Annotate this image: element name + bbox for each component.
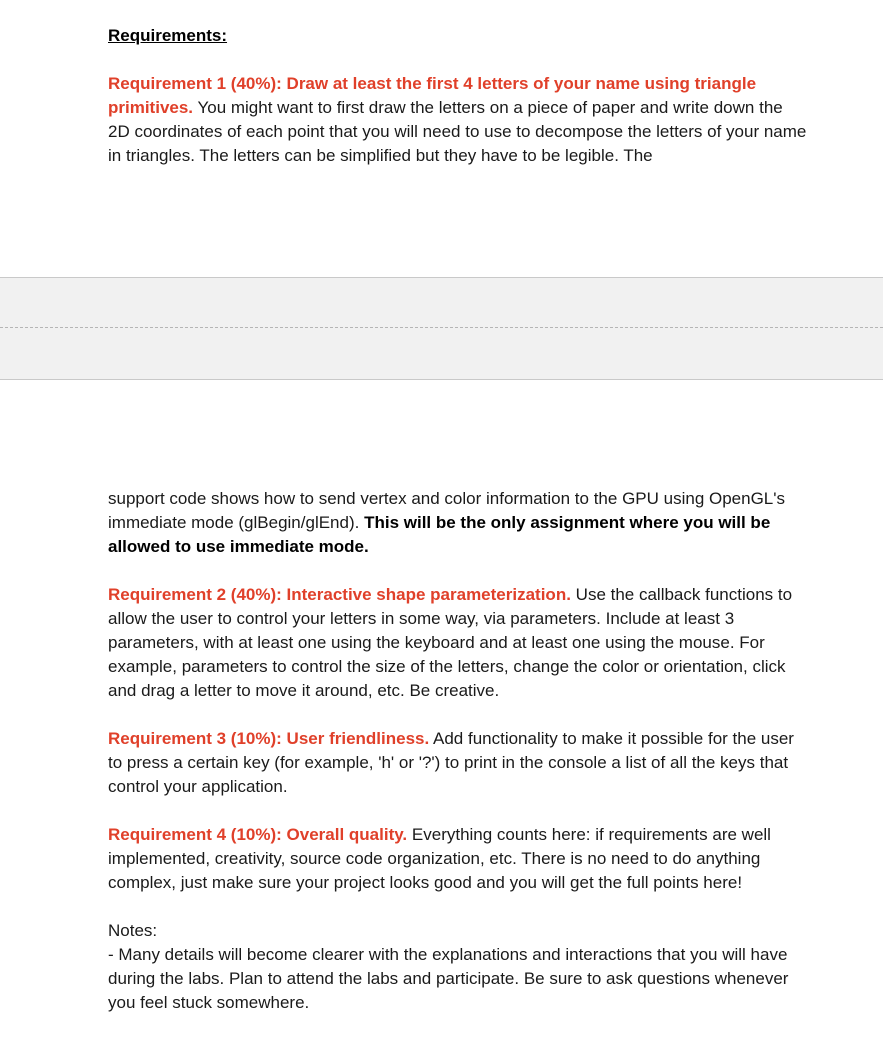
requirement-1-bold-note: This will be the only assignment where you will be allowed to use immediate mode. (108, 513, 771, 556)
requirements-heading: Requirements: (108, 26, 228, 45)
requirement-1-continued (108, 487, 808, 559)
requirement-2-text: Use the callback functions to allow the user to control your letters in some way, via parameters. Include at least 3 parameters, with at least one using the keyboard and at least one using the mouse. For example, parameters to control the size of the letters, change the color or orientation, click and drag a letter to move it around, etc. Be creative. (108, 585, 793, 700)
requirement-4-paragraph (108, 823, 808, 895)
requirement-3-title: Requirement 3 (10%): User friendliness. (108, 729, 430, 748)
requirement-1-text: You might want to first draw the letters on a piece of paper and write down the 2D coordinates of each point that you will need to use to decompose the letters of your name in triangles. The letters can be simplified but they have to be legible. The (108, 98, 807, 165)
requirement-1-title: Requirement 1 (40%): Draw at least the first 4 letters of your name using triangle primitives. (108, 74, 757, 117)
requirement-4-title: Requirement 4 (10%): Overall quality. (108, 825, 408, 844)
requirement-4-text: Everything counts here: if requirements are well implemented, creativity, source code organization, etc. There is no need to do anything complex, just make sure your project looks good and you will get the full points here! (108, 825, 771, 892)
notes-item: - Many details will become clearer with the explanations and interactions that you will have during the labs. Plan to attend the labs and participate. Be sure to ask questions whenever you feel stuck somewhere. (108, 945, 789, 1012)
requirement-3-paragraph (108, 727, 808, 799)
document-page-2 (108, 487, 808, 1015)
requirement-2-paragraph (108, 583, 808, 703)
page-break-divider (0, 327, 883, 328)
requirement-1-paragraph (108, 72, 808, 168)
document-page-1 (108, 24, 808, 168)
page-gap (0, 277, 883, 380)
requirement-2-title: Requirement 2 (40%): Interactive shape parameterization. (108, 585, 571, 604)
notes-label: Notes: (108, 921, 158, 940)
requirement-1-continued-text: support code shows how to send vertex and color information to the GPU using OpenGL's immediate mode (glBegin/glEnd). (108, 489, 786, 532)
requirement-3-text: Add functionality to make it possible for the user to press a certain key (for example, 'h' or '?') to print in the console a list of all the keys that control your application. (108, 729, 794, 796)
